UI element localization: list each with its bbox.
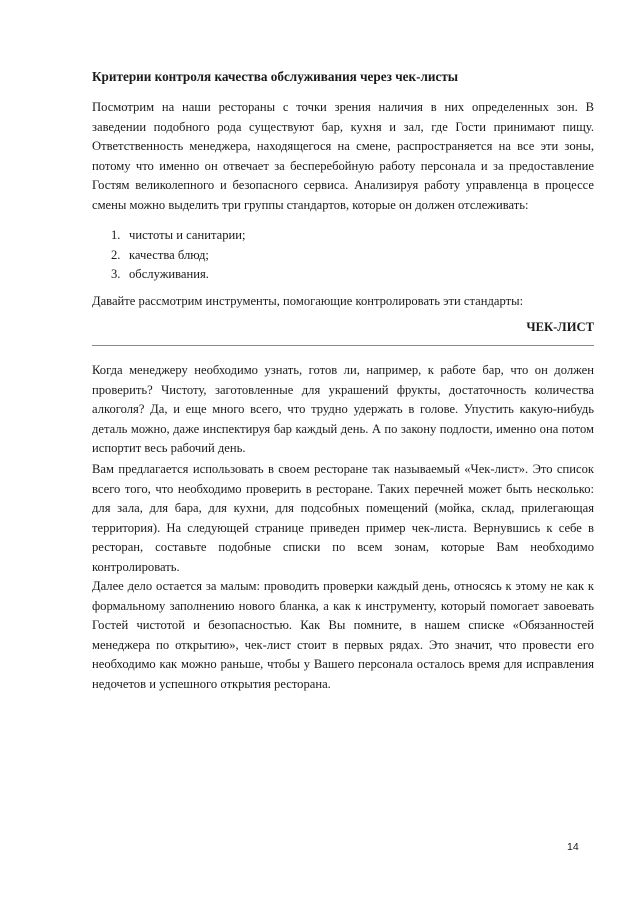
list-item (92, 265, 245, 285)
manager-paragraph: Когда менеджеру необходимо узнать, готов ли, например, к работе бар, что он должен проверить? Чистоту, заготовленные для украшений фрукты, достаточность количества алкоголя? Да, и еще много всего, что трудно удержать в голове. Упустить какую-нибудь деталь можно, даже инспектируя бар каждый день. А по закону подлости, именно она потом испортит весь рабочий день. (92, 363, 594, 455)
standards-list (92, 226, 245, 285)
page-number: 14 (567, 841, 579, 853)
section-heading: ЧЕК-ЛИСТ (526, 320, 594, 334)
list-item-number: 2. (111, 247, 121, 262)
list-item (92, 226, 245, 246)
list-item-number: 3. (111, 267, 121, 281)
list-item (92, 246, 245, 266)
list-item-number: 1. (111, 228, 121, 242)
daily-checks-paragraph: Далее дело остается за малым: проводить проверки каждый день, относясь к этому не как к формальному заполнению нового бланка, а как к инструменту, который помогает завоевать Гостей чистотой и безопасностью. Как Вы помните, в нашем списке «Обязанностей менеджера по открытию», чек-лист стоит в первых рядах. Это значит, что провести его необходимо как можно раньше, чтобы у Вашего персонала осталось время для исправления недочетов и успешного открытия ресторана. (92, 579, 594, 691)
list-item-text: чистоты и санитарии; (129, 228, 246, 242)
document-title: Критерии контроля качества обслуживания через чек-листы (92, 69, 459, 84)
list-item-text: качества блюд; (129, 247, 209, 262)
intro-paragraph: Посмотрим на наши рестораны с точки зрения наличия в них определенных зон. В заведении подобного рода существуют бар, кухня и зал, где Гости принимают пищу. Ответственность менеджера, находящегося на смене, распространяется на все эти зоны, потому что именно он отвечает за бесперебойную работу персонала и за предоставление Гостям великолепного и безопасного сервиса. Анализируя работу управленца в процессе смены можно выделить три группы стандартов, которые он должен отслеживать: (92, 100, 594, 212)
tools-paragraph: Давайте рассмотрим инструменты, помогающие контролировать эти стандарты: (92, 294, 524, 308)
checklist-paragraph: Вам предлагается использовать в своем ресторане так называемый «Чек-лист». Это список всего того, что необходимо проверить в ресторане. Таких перечней может быть несколько: для зала, для бара, для кухни, для подсобных помещений (мойка, склад, прилегающая территория). На следующей странице приведен пример чек-листа. Вернувшись к себе в ресторан, составьте подобные списки по всем зонам, которые Вам необходимо контролировать. (92, 462, 594, 574)
list-item-text: обслуживания. (129, 267, 209, 281)
section-divider (92, 345, 594, 346)
